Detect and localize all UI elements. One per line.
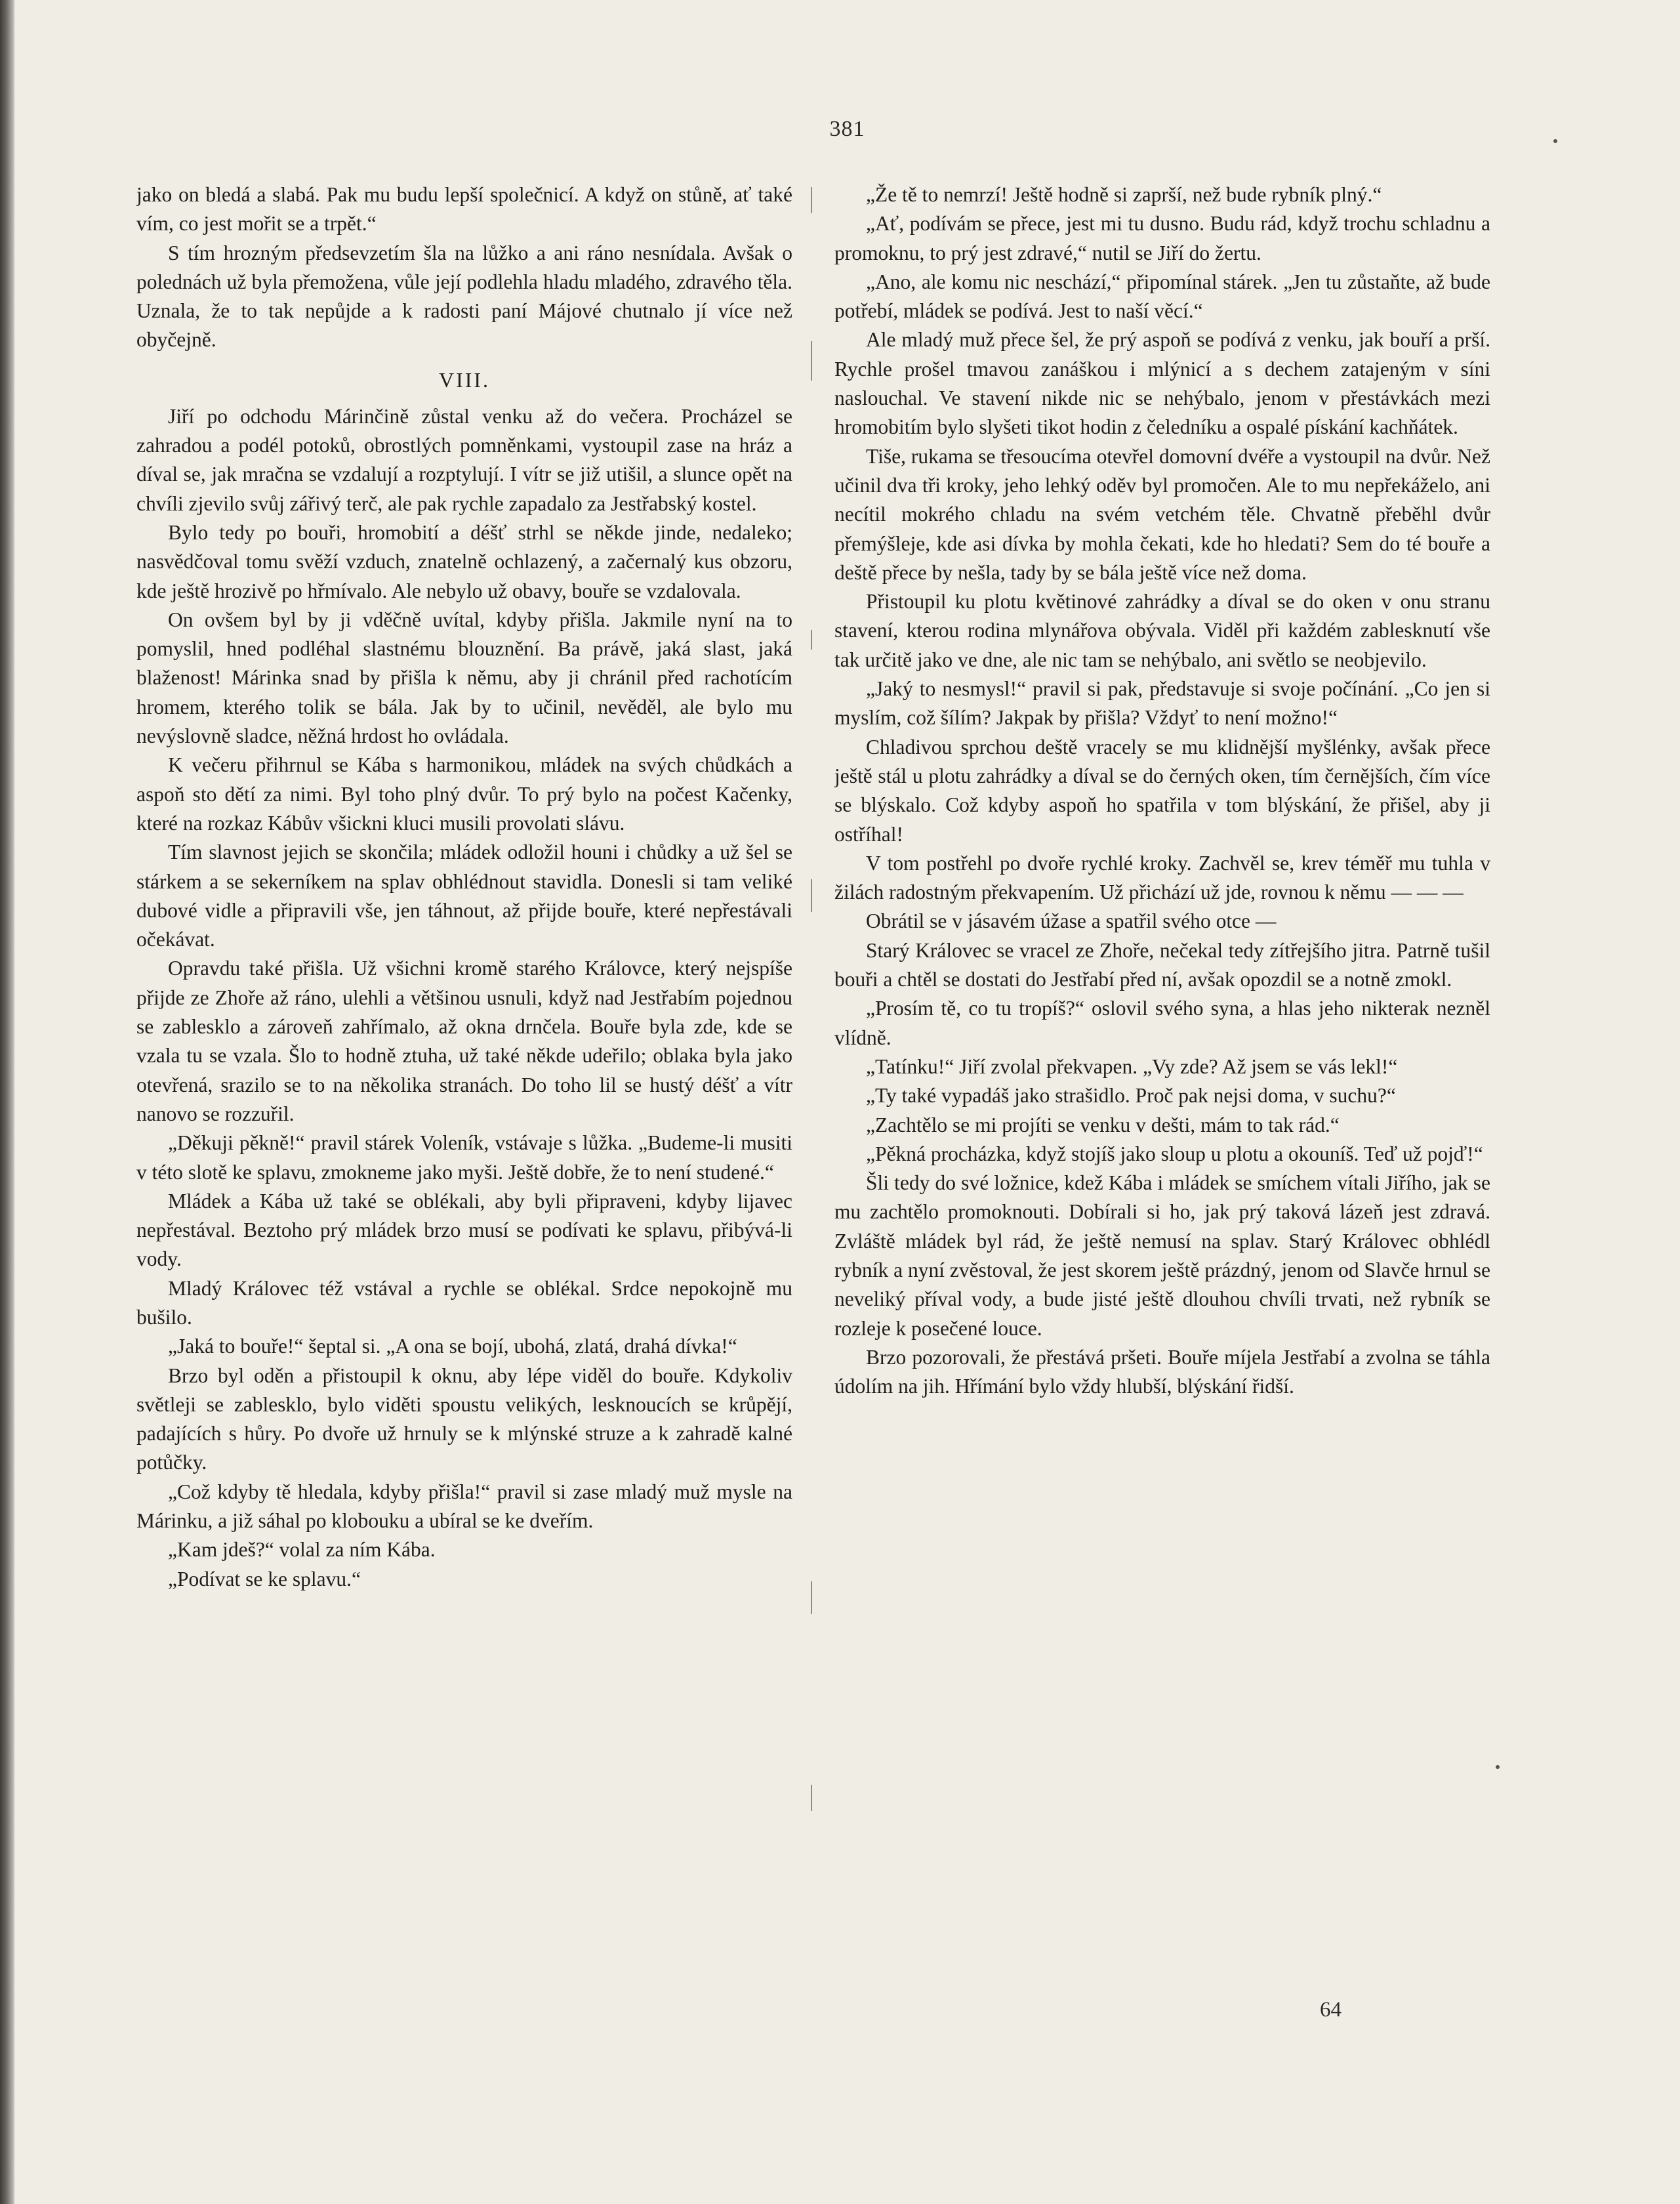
column-rule-fragment [811, 879, 812, 912]
paragraph: Ale mladý muž přece šel, že prý aspoň se podívá z venku, jak bouří a prší. Rychle prošel tmavou zanáškou i mlýnicí a s dechem zatajeným v síni naslouchal. Ve stavení nikde nic se nehýbalo, jenom v přestávkách mezi hromobitím bylo slyšeti tikot hodin z čeledníku a ospalé pískání kachňátek. [834, 328, 1490, 439]
paragraph: Mladý Královec též vstával a rychle se oblékal. Srdce nepokojně mu bušilo. [136, 1276, 792, 1329]
scan-speck [1553, 139, 1557, 143]
column-rule-fragment [811, 341, 812, 381]
scan-speck [1496, 1765, 1500, 1769]
paragraph: Tím slavnost jejich se skončila; mládek odložil houni i chůdky a už šel se stárkem a se sekerníkem na splav obhlédnout stavidla. Donesli si tam veliké dubové vidle a připravili vše, jen táhnout, až přijde bouře, které nepřestávali očekávat. [136, 841, 792, 951]
paragraph: „Podívat se ke splavu.“ [168, 1567, 361, 1591]
paragraph: „Pěkná procházka, když stojíš jako sloup u plotu a okouníš. Teď už pojď!“ [866, 1142, 1483, 1165]
paragraph: „Jaký to nesmysl!“ pravil si pak, představuje si svoje počínání. „Co jen si myslím, což šílím? Jakpak by přišla? Vždyť to není možno!“ [834, 677, 1490, 730]
paragraph: jako on bledá a slabá. Pak mu budu lepší společnicí. A když on stůně, ať také vím, co jest mořit se a trpět.“ [136, 183, 792, 236]
paragraph: K večeru přihrnul se Kába s harmonikou, mládek na svých chůdkách a aspoň sto dětí za nimi. Byl toho plný dvůr. To prý bylo na počest Kačenky, které na rozkaz Kábův všickni kluci musili provolati slávu. [136, 753, 792, 835]
paragraph: „Ať, podívám se přece, jest mi tu dusno. Budu rád, když trochu schladnu a promoknu, to prý jest zdravé,“ nutil se Jiří do žertu. [834, 212, 1490, 264]
paragraph: „Zachtělo se mi projíti se venku v dešti, mám to tak rád.“ [866, 1113, 1340, 1136]
paragraph: Bylo tedy po bouři, hromobití a déšť strhl se někde jinde, nedaleko; nasvědčoval tomu svěží vzduch, znatelně ochlazený, a začernalý kus obzoru, kde ještě hrozivě po hřmívalo. Ale nebylo už obavy, bouře se vzdalovala. [136, 520, 792, 602]
paragraph: Přistoupil ku plotu květinové zahrádky a díval se do oken v onu stranu stavení, kterou rodina mlynářova obývala. Viděl při každém zablesknutí vše tak určitě jako ve dne, ale nic tam se nehýbalo, ani světlo se neobjevilo. [834, 590, 1490, 671]
paragraph: „Děkuji pěkně!“ pravil stárek Voleník, vstávaje s lůžka. „Budeme-li musiti v této slotě ke splavu, zmokneme jako myši. Ještě dobře, že to není studené.“ [136, 1131, 792, 1184]
book-page [14, 0, 1680, 2204]
paragraph: Tiše, rukama se třesoucíma otevřel domovní dvéře a vystoupil na dvůr. Než učinil dva tři kroky, jeho lehký oděv byl promočen. Ale to mu nepřekáželo, ani necítil mokrého chladu na svém vetchém těle. Chvatně přeběhl dvůr přemýšleje, kde asi dívka by mohla čekati, kde ho hledati? Sem do té bouře a deště přece by nešla, tady by se bála ještě více než doma. [834, 444, 1490, 584]
paragraph: Jiří po odchodu Márinčině zůstal venku až do večera. Procházel se zahradou a podél potoků, obrostlých pomněnkami, vystoupil zase na hráz a díval se, jak mračna se vzdalují a rozptylují. I vítr se již utišil, a slunce opět na chvíli zjevilo svůj zářivý terč, ale pak rychle zapadalo za Jestřabský kostel. [136, 404, 792, 515]
paragraph: Mládek a Kába už také se oblékali, aby byli připraveni, kdyby lijavec nepřestával. Beztoho prý mládek brzo musí se podívati ke splavu, přibývá-li vody. [136, 1189, 792, 1271]
paragraph: „Ty také vypadáš jako strašidlo. Proč pak nejsi doma, v suchu?“ [866, 1084, 1396, 1108]
paragraph: Starý Královec se vracel ze Zhoře, nečekal tedy zítřejšího jitra. Patrně tušil bouři a chtěl se dostati do Jestřabí před ní, avšak opozdil se a notně zmokl. [834, 938, 1490, 991]
left-column [136, 180, 792, 1991]
paragraph: Brzo byl oděn a přistoupil k oknu, aby lépe viděl do bouře. Kdykoliv světleji se zablesklo, bylo viděti spoustu velikých, lesknoucích se krůpějí, padajících s hůry. Po dvoře už hrnuly se k mlýnské struze a k zahradě kalné potůčky. [136, 1363, 792, 1474]
paragraph: Šli tedy do své ložnice, kdež Kába i mládek se smíchem vítali Jiřího, jak se mu zachtělo promoknouti. Dobírali si ho, jak prý taková lázeň jest zdravá. Zvláště mládek byl rád, že ještě nemusí na splav. Starý Královec obhlédl rybník a nyní zvěstoval, že jest skorem ještě prázdný, jenom od Slavče hrnul se neveliký příval vody, a bude jisté ještě dlouhou chvíli trvati, než rybník se rozleje k posečené louce. [834, 1171, 1490, 1340]
right-column [834, 180, 1490, 1991]
column-rule-fragment [811, 1581, 812, 1614]
paragraph: Opravdu také přišla. Už všichni kromě starého Královce, který nejspíše přijde ze Zhoře až ráno, ulehli a většinou usnuli, když nad Jestřabím pojednou se zablesklo a zároveň zahřímalo, až okna drnčela. Bouře byla zde, kde se vzala tu se vzala. Šlo to hodně ztuha, už také někde udeřilo; oblaka byla jako otevřená, srazilo se to na několika stranách. Do toho lil se hustý déšť a vítr nanovo se rozzuřil. [136, 957, 792, 1125]
page-number: 381 [829, 117, 865, 141]
column-rule-fragment [811, 187, 812, 213]
paragraph: „Jaká to bouře!“ šeptal si. „A ona se bojí, ubohá, zlatá, drahá dívka!“ [168, 1335, 737, 1358]
paragraph: Chladivou sprchou deště vracely se mu klidnější myšlénky, avšak přece ještě stál u plotu zahrádky a díval se do černých oken, tím černějších, čím více se blýskalo. Což kdyby aspoň ho spatřila v tom blýskání, že přišel, aby ji ostříhal! [834, 735, 1490, 846]
column-rule-fragment [811, 630, 812, 650]
paragraph: „Kam jdeš?“ volal za ním Kába. [168, 1538, 436, 1562]
signature-mark: 64 [1320, 1998, 1342, 2022]
paragraph: „Že tě to nemrzí! Ještě hodně si zaprší, než bude rybník plný.“ [866, 183, 1382, 206]
column-rule-fragment [811, 1785, 812, 1811]
chapter-heading: VIII. [438, 367, 491, 392]
paragraph: „Tatínku!“ Jiří zvolal překvapen. „Vy zde? Až jsem se vás lekl!“ [866, 1054, 1398, 1078]
paragraph: S tím hrozným předsevzetím šla na lůžko a ani ráno nesnídala. Avšak o polednách už byla přemožena, vůle její podlehla hladu mladého, zdravého těla. Uznala, že to tak nepůjde a k radosti paní Májové chutnalo jí více než obyčejně. [136, 241, 792, 352]
paragraph: Obrátil se v jásavém úžase a spatřil svého otce — [866, 909, 1277, 933]
paragraph: „Prosím tě, co tu tropíš?“ oslovil svého syna, a hlas jeho nikterak nezněl vlídně. [834, 997, 1490, 1049]
paragraph: V tom postřehl po dvoře rychlé kroky. Zachvěl se, krev téměř mu tuhla v žilách radostným překvapením. Už přichází už jde, rovnou k němu — — — [834, 851, 1490, 904]
paragraph: Brzo pozorovali, že přestává pršeti. Bouře míjela Jestřabí a zvolna se táhla údolím na jih. Hřímání bylo vždy hlubší, blýskání řidší. [834, 1345, 1490, 1398]
paragraph: „Ano, ale komu nic neschází,“ připomínal stárek. „Jen tu zůstaňte, až bude potřebí, mládek se podívá. Jest to naší věcí.“ [834, 270, 1490, 323]
scan-binding-shadow [0, 0, 14, 2204]
paragraph: „Což kdyby tě hledala, kdyby přišla!“ pravil si zase mladý muž mysle na Márinku, a již sáhal po klobouku a ubíral se ke dveřím. [136, 1480, 792, 1533]
paragraph: On ovšem byl by ji vděčně uvítal, kdyby přišla. Jakmile nyní na to pomyslil, hned podléhal slastnému blouznění. Ba právě, jaká slast, jaká blaženost! Márinka snad by přišla k němu, aby ji chránil před rachotícím hromem, kterého tolik se bála. Jak by to učinil, nevěděl, ale bylo mu nevýslovně sladce, něžná hrdost ho ovládala. [136, 608, 792, 748]
